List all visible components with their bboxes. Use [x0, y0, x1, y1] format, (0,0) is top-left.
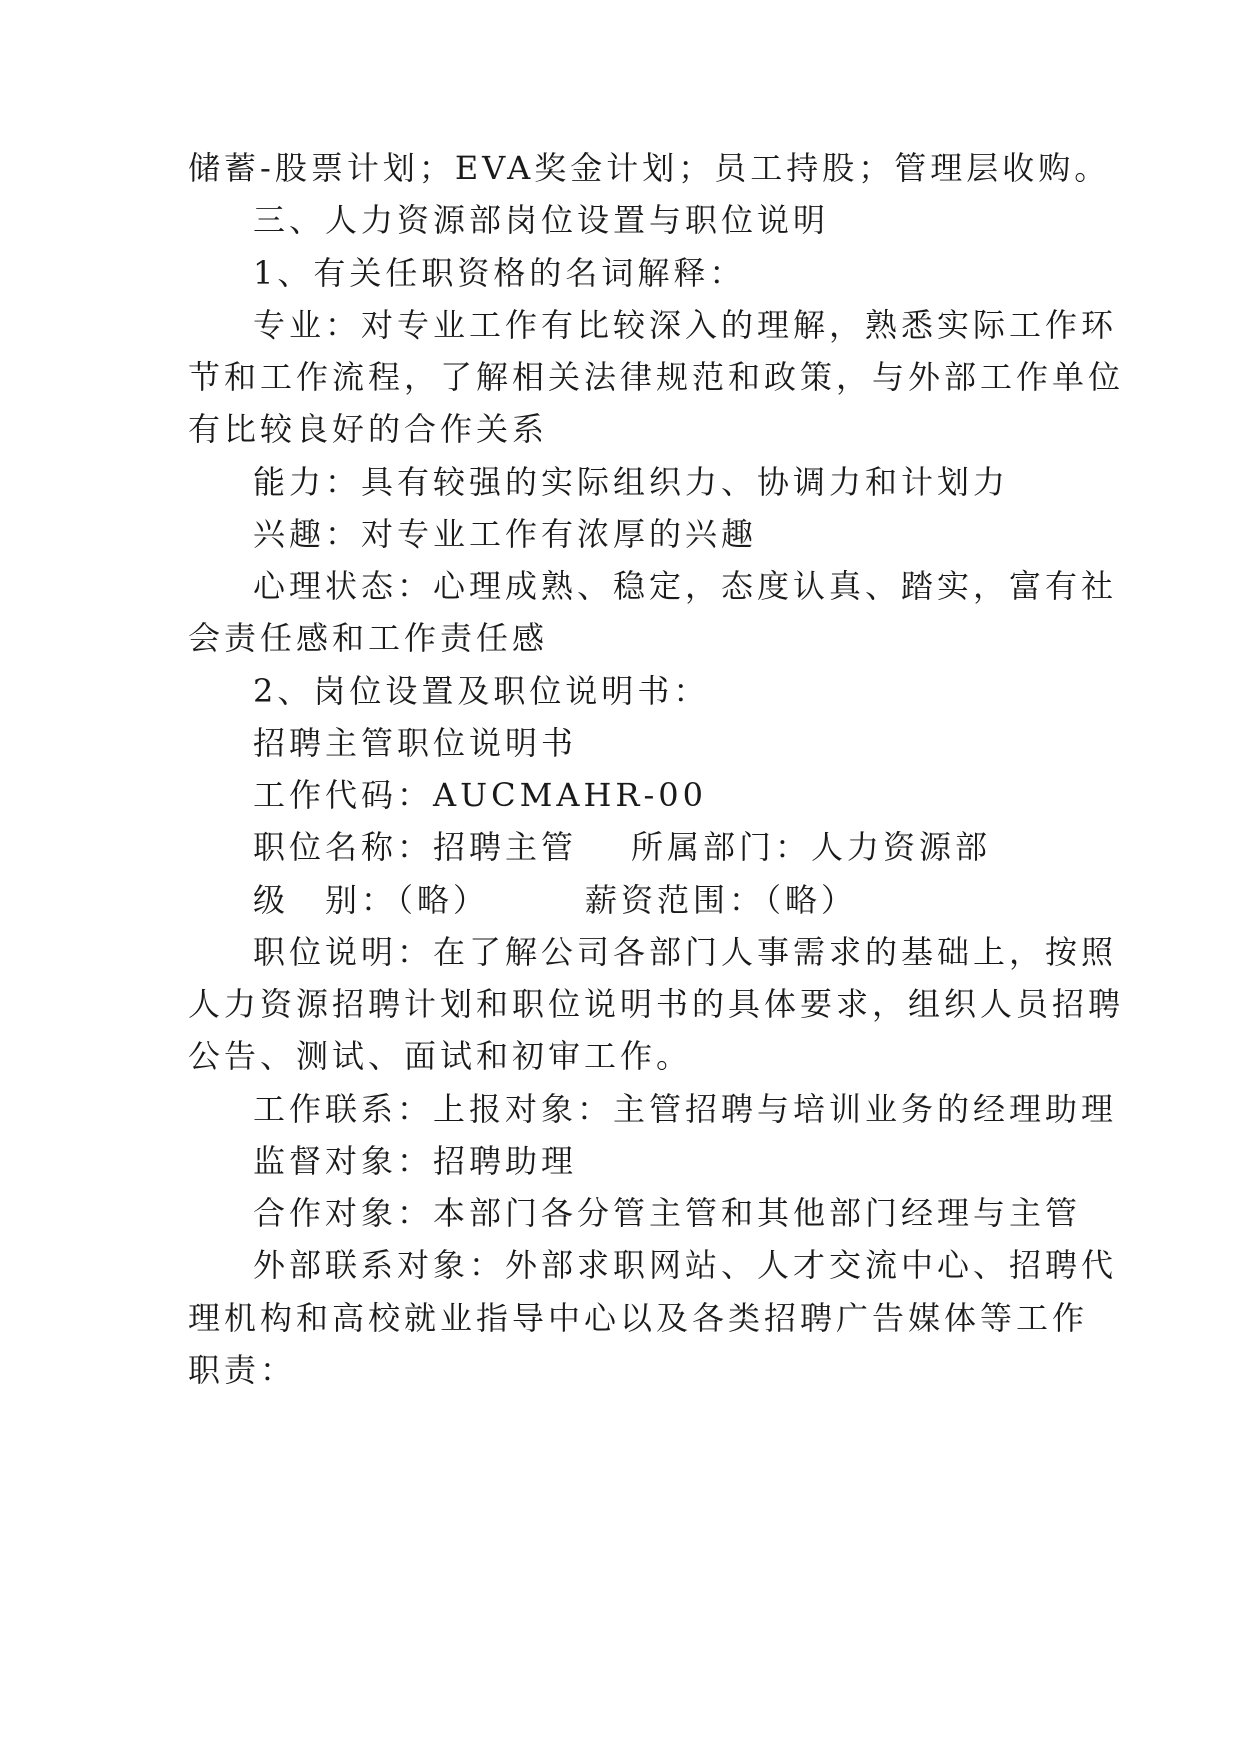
text-line: 心理状态：心理成熟、稳定，态度认真、踏实，富有社	[253, 567, 1118, 605]
level: 级 别：（略）	[253, 881, 490, 919]
text-line: 人力资源招聘计划和职位说明书的具体要求，组织人员招聘	[188, 985, 1125, 1023]
department: 所属部门：人力资源部	[631, 828, 992, 866]
text-line: 职责：	[188, 1351, 297, 1389]
position-name: 职位名称：招聘主管	[253, 828, 578, 866]
text-line: 理机构和高校就业指导中心以及各类招聘广告媒体等工作	[188, 1299, 1089, 1337]
text-line: 外部联系对象：外部求职网站、人才交流中心、招聘代	[253, 1246, 1118, 1284]
text-line: 专业：对专业工作有比较深入的理解，熟悉实际工作环	[253, 306, 1118, 344]
text-line: 公告、测试、面试和初审工作。	[188, 1037, 693, 1075]
text-line: 会责任感和工作责任感	[188, 619, 549, 657]
level-row	[253, 880, 1133, 920]
text-line: 工作联系：上报对象：主管招聘与培训业务的经理助理	[253, 1090, 1118, 1128]
text-line: 节和工作流程，了解相关法律规范和政策，与外部工作单位	[188, 358, 1125, 396]
text-line: 有比较良好的合作关系	[188, 410, 549, 448]
section-heading: 三、人力资源部岗位设置与职位说明	[253, 201, 830, 239]
text-line: 储蓄-股票计划；EVA奖金计划；员工持股；管理层收购。	[188, 149, 1111, 187]
job-code: 工作代码：AUCMAHR-00	[253, 776, 707, 814]
position-row	[253, 827, 1133, 867]
salary-range: 薪资范围：（略）	[585, 881, 858, 919]
subsection-heading: 2、岗位设置及职位说明书：	[253, 672, 710, 710]
text-line: 职位说明：在了解公司各部门人事需求的基础上，按照	[253, 933, 1118, 971]
text-line: 合作对象：本部门各分管主管和其他部门经理与主管	[253, 1194, 1082, 1232]
document-title: 招聘主管职位说明书	[253, 724, 578, 762]
subsection-heading: 1、有关任职资格的名词解释：	[253, 254, 746, 292]
text-line: 兴趣：对专业工作有浓厚的兴趣	[253, 515, 758, 553]
text-line: 监督对象：招聘助理	[253, 1142, 578, 1180]
text-line: 能力：具有较强的实际组织力、协调力和计划力	[253, 463, 1010, 501]
